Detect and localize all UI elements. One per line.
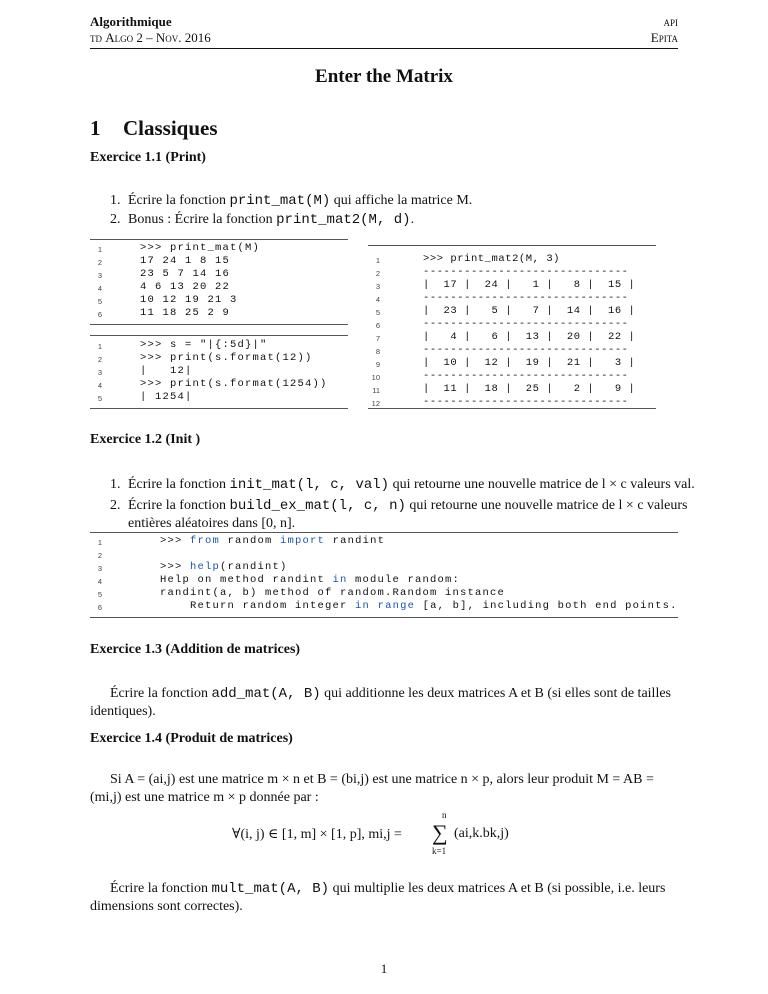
code-listing-print-mat: 1 >>> print_mat(M) 2 17 24 1 8 15 3 23 5 7 14 16 4 4 6 13 20 22 5 10 12 19 21 3 6 11 18 25 2 9 (90, 239, 348, 325)
ex1-2-item-2: 2. Écrire la fonction build_ex_mat(l, c, n) qui retourne une nouvelle matrice de l × c valeurs (110, 498, 688, 514)
ex1-4-question: Écrire la fonction mult_mat(A, B) qui multiplie les deux matrices A et B (si possible, i.e. leurs (110, 881, 666, 897)
header-api: api (663, 14, 678, 29)
code-listing-print-mat2: 1 >>> print_mat2(M, 3) 2 ------------------------------ 3 | 17 | 24 | 1 | 8 | 15 | 4 ------------------------------ 5 | 23 | 5 | 7 | 14 | 16 | 6 ------------------------------ 7 | 4 | 6 | 13 | 20 | 22 | 8 ------------------------------ 9 | 10 | 12 | 19 | 21 | 3 | 10 ------------------------------ 11 | 11 | 18 | 25 | 2 | 9 | 12 ------------------------------ (368, 245, 656, 409)
exercise-1-1-heading: Exercice 1.1 (Print) (90, 150, 206, 165)
page-number: 1 (380, 961, 388, 976)
header-subtitle: Algo 2 – Nov. 2016 (105, 30, 211, 45)
header-left (90, 14, 211, 46)
exercise-1-4-heading: Exercice 1.4 (Produit de matrices) (90, 731, 293, 746)
ex1-1-item-1: 1. Écrire la fonction print_mat(M) qui affiche la matrice M. (110, 193, 473, 209)
ex1-4-para-2: (mi,j) est une matrice m × p donnée par : (90, 790, 319, 805)
exercise-1-3-heading: Exercice 1.3 (Addition de matrices) (90, 642, 301, 657)
header-td: td (90, 30, 102, 45)
product-formula: ∀(i, j) ∈ [1, m] × [1, p], mi,j = n ∑ k=1 (ai,k.bk,j) (232, 810, 509, 856)
ex1-1-item-2: 2. Bonus : Écrire la fonction print_mat2(M, d). (110, 212, 415, 228)
ex1-3-text: Écrire la fonction add_mat(A, B) qui additionne les deux matrices A et B (si elles sont de tailles (110, 686, 671, 702)
code-listing-randint: 1 >>> from random import randint 2 3 >>> help(randint) 4 Help on method randint in module random: 5 randint(a, b) method of random.Random instance 6 Return random integer in range [a, b], including both end points. (90, 532, 678, 618)
code-listing-format: 1 >>> s = "|{:5d}|" 2 >>> print(s.format(12)) 3 | 12| 4 >>> print(s.format(1254)) 5 | 1254| (90, 335, 348, 409)
ex1-3-text-cont: identiques). (90, 704, 156, 719)
header-right (651, 14, 678, 46)
ex1-2-item-1: 1. Écrire la fonction init_mat(l, c, val) qui retourne une nouvelle matrice de l × c valeurs val. (110, 477, 695, 493)
exercise-1-2-heading: Exercice 1.2 (Init ) (90, 432, 201, 447)
header-course: Algorithmique (90, 14, 172, 29)
page-title: Enter the Matrix (315, 66, 453, 87)
ex1-4-para-1: Si A = (ai,j) est une matrice m × n et B = (bi,j) est une matrice n × p, alors leur produit M = AB = (110, 772, 654, 787)
header-rule (90, 48, 678, 49)
ex1-4-question-cont: dimensions sont correctes). (90, 899, 243, 914)
section-title: Classiques (123, 116, 218, 140)
section-heading (90, 116, 218, 141)
ex1-2-item-2-cont: entières aléatoires dans [0, n]. (128, 516, 296, 531)
header-school: Epita (650, 30, 678, 45)
section-number: 1 (90, 116, 101, 140)
